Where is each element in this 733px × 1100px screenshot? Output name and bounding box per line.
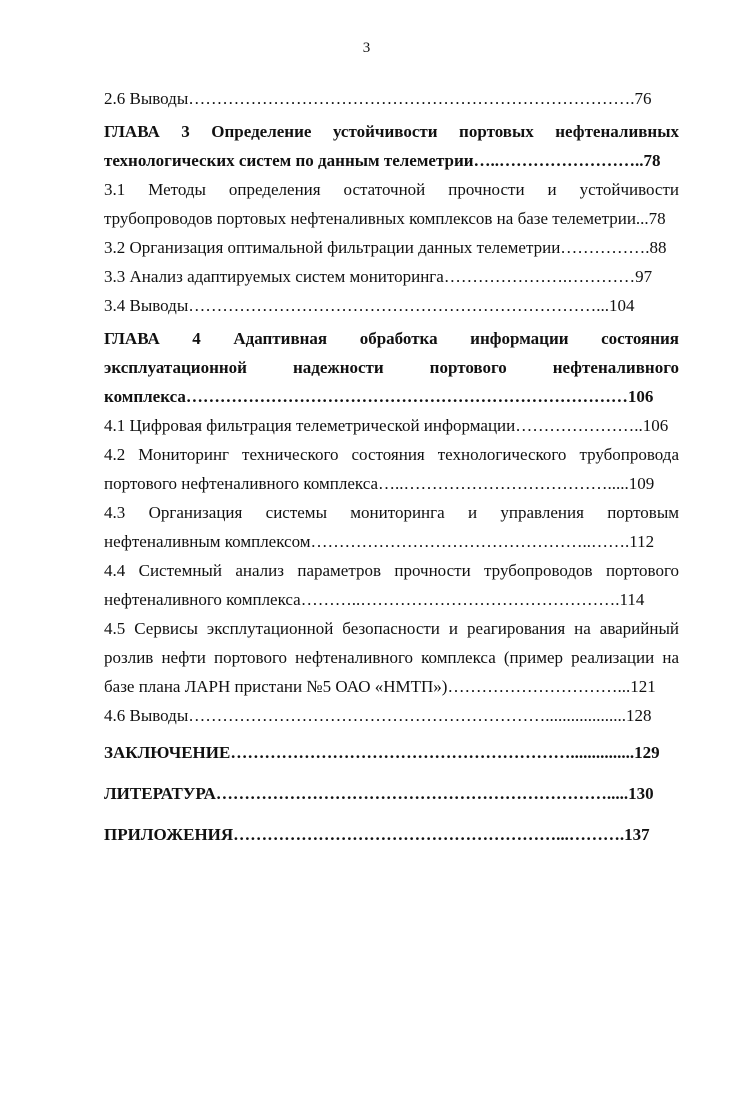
toc-entry-4-4-cont: нефтеналивного комплекса………..……………………………………….114 xyxy=(104,590,645,609)
toc-appendices: ПРИЛОЖЕНИЯ…………………………………………………...……….137 xyxy=(104,825,650,844)
toc-chapter-4-title-cont: эксплуатационной надежности портового нефтеналивного xyxy=(104,358,679,377)
toc-entry-4-2: 4.2 Мониторинг технического состояния технологического трубопровода xyxy=(104,445,679,464)
toc-entry-4-2-cont: портового нефтеналивного комплекса…..……………………………….....109 xyxy=(104,474,655,493)
toc-entry-4-1: 4.1 Цифровая фильтрация телеметрической информации…………………..106 xyxy=(104,416,669,435)
toc-entry-3-4: 3.4 Выводы………………………………………………………………...104 xyxy=(104,296,635,315)
toc-entry-3-2: 3.2 Организация оптимальной фильтрации данных телеметрии…………….88 xyxy=(104,238,667,257)
table-of-contents xyxy=(104,84,679,849)
toc-chapter-4-title-end: комплекса……………………………………………………………………106 xyxy=(104,387,654,406)
toc-literature: ЛИТЕРАТУРА…………………………………………………………….....130 xyxy=(104,784,654,803)
toc-entry-3-3: 3.3 Анализ адаптируемых систем мониторинга………………….…………97 xyxy=(104,267,653,286)
toc-entry-3-1: 3.1 Методы определения остаточной прочности и устойчивости xyxy=(104,180,679,199)
toc-entry-4-6: 4.6 Выводы………………………………………………………...................128 xyxy=(104,706,652,725)
toc-chapter-3-title-cont: технологических систем по данным телеметрии…..……………………..78 xyxy=(104,151,661,170)
toc-entry-2-6: 2.6 Выводы…………………………………………………………………….76 xyxy=(104,89,652,108)
toc-entry-4-5-cont: розлив нефти портового нефтеналивного комплекса (пример реализации на xyxy=(104,648,679,667)
toc-entry-4-3: 4.3 Организация системы мониторинга и управления портовым xyxy=(104,503,679,522)
toc-entry-4-4: 4.4 Системный анализ параметров прочности трубопроводов портового xyxy=(104,561,679,580)
toc-entry-4-3-cont: нефтеналивным комплексом…………………………………………..…….112 xyxy=(104,532,655,551)
toc-chapter-4-title: ГЛАВА 4 Адаптивная обработка информации состояния xyxy=(104,329,679,348)
toc-entry-4-5-end: базе плана ЛАРН пристани №5 ОАО «НМТП»)…………………………...121 xyxy=(104,677,656,696)
toc-chapter-3-title: ГЛАВА 3 Определение устойчивости портовых нефтеналивных xyxy=(104,122,679,141)
toc-entry-3-1-cont: трубопроводов портовых нефтеналивных комплексов на базе телеметрии...78 xyxy=(104,209,666,228)
page-number: 3 xyxy=(362,40,371,56)
toc-conclusion: ЗАКЛЮЧЕНИЕ……………………………………………………...............129 xyxy=(104,743,660,762)
toc-entry-4-5: 4.5 Сервисы эксплутационной безопасности и реагирования на аварийный xyxy=(104,619,679,638)
